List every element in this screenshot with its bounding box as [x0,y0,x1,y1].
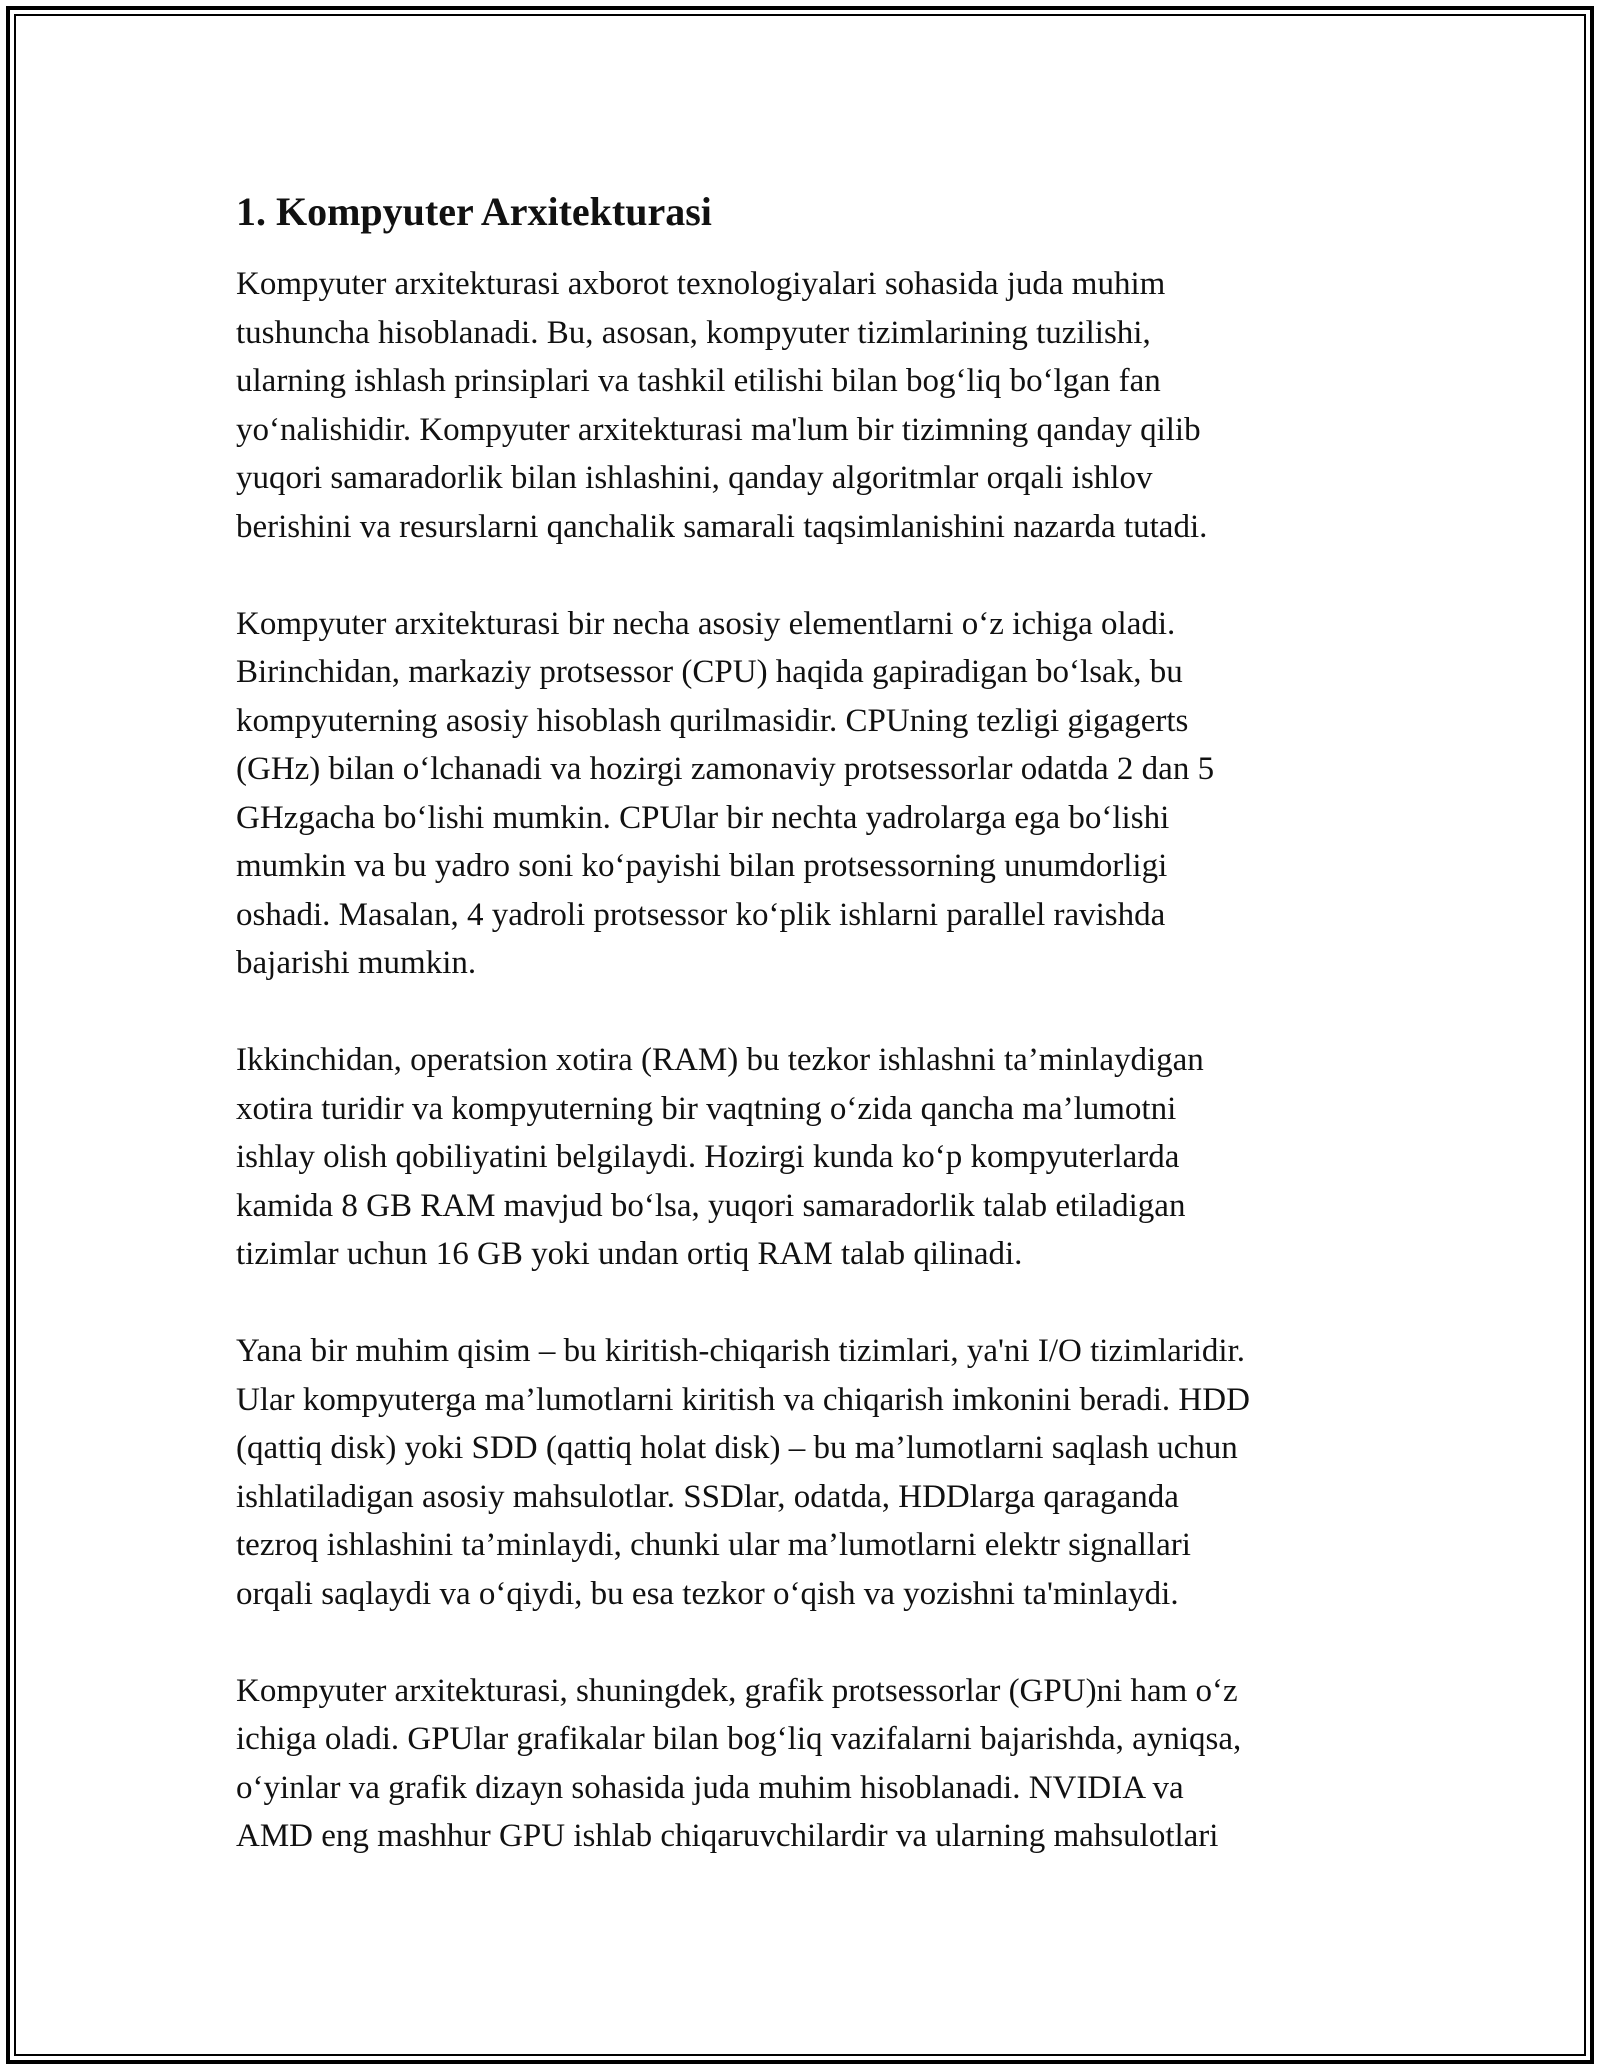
paragraph-gpu: Kompyuter arxitekturasi, shuningdek, grafik protsessorlar (GPU)ni ham o‘z ichiga oladi. GPUlar grafikalar bilan bog‘liq vazifalarni bajarishda, ayniqsa, o‘yinlar va grafik dizayn sohasida juda muhim hisoblanadi. NVIDIA va AMD eng mashhur GPU ishlab chiqaruvchilardir va ularning mahsulotlari [236,1672,1242,1854]
paragraph-intro: Kompyuter arxitekturasi axborot texnologiyalari sohasida juda muhim tushuncha hisoblanadi. Bu, asosan, kompyuter tizimlarining tuzilishi, ularning ishlash prinsiplari va tashkil etilishi bilan bog‘liq bo‘lgan fan yo‘nalishidir. Kompyuter arxitekturasi ma'lum bir tizimning qanday qilib yuqori samaradorlik bilan ishlashini, qanday algoritmlar orqali ishlov berishini va resurslarni qanchalik samarali taqsimlanishini nazarda tutadi. [236,266,1208,545]
section-heading: 1. Kompyuter Arxitekturasi [236,189,712,234]
document-body [236,184,1376,1909]
paragraph-io: Yana bir muhim qisim – bu kiritish-chiqarish tizimlari, ya'ni I/O tizimlaridir. Ular kompyuterga ma’lumotlarni kiritish va chiqarish imkonini beradi. HDD (qattiq disk) yoki SDD (qattiq holat disk) – bu ma’lumotlarni saqlash uchun ishlatiladigan asosiy mahsulotlar. SSDlar, odatda, HDDlarga qaraganda tezroq ishlashini ta’minlaydi, chunki ular ma’lumotlarni elektr signallari orqali saqlaydi va o‘qiydi, bu esa tezkor o‘qish va yozishni ta'minlaydi. [236,1333,1250,1612]
paragraph-cpu: Kompyuter arxitekturasi bir necha asosiy elementlarni o‘z ichiga oladi. Birinchidan, markaziy protsessor (CPU) haqida gapiradigan bo‘lsak, bu kompyuterning asosiy hisoblash qurilmasidir. CPUning tezligi gigagerts (GHz) bilan o‘lchanadi va hozirgi zamonaviy protsessorlar odatda 2 dan 5 GHzgacha bo‘lishi mumkin. CPUlar bir nechta yadrolarga ega bo‘lishi mumkin va bu yadro soni ko‘payishi bilan protsessorning unumdorligi oshadi. Masalan, 4 yadroli protsessor ko‘plik ishlarni parallel ravishda bajarishi mumkin. [236,605,1215,981]
paragraph-ram: Ikkinchidan, operatsion xotira (RAM) bu tezkor ishlashni ta’minlaydigan xotira turidir va kompyuterning bir vaqtning o‘zida qancha ma’lumotni ishlay olish qobiliyatini belgilaydi. Hozirgi kunda ko‘p kompyuterlarda kamida 8 GB RAM mavjud bo‘lsa, yuqori samaradorlik talab etiladigan tizimlar uchun 16 GB yoki undan ortiq RAM talab qilinadi. [236,1042,1204,1272]
